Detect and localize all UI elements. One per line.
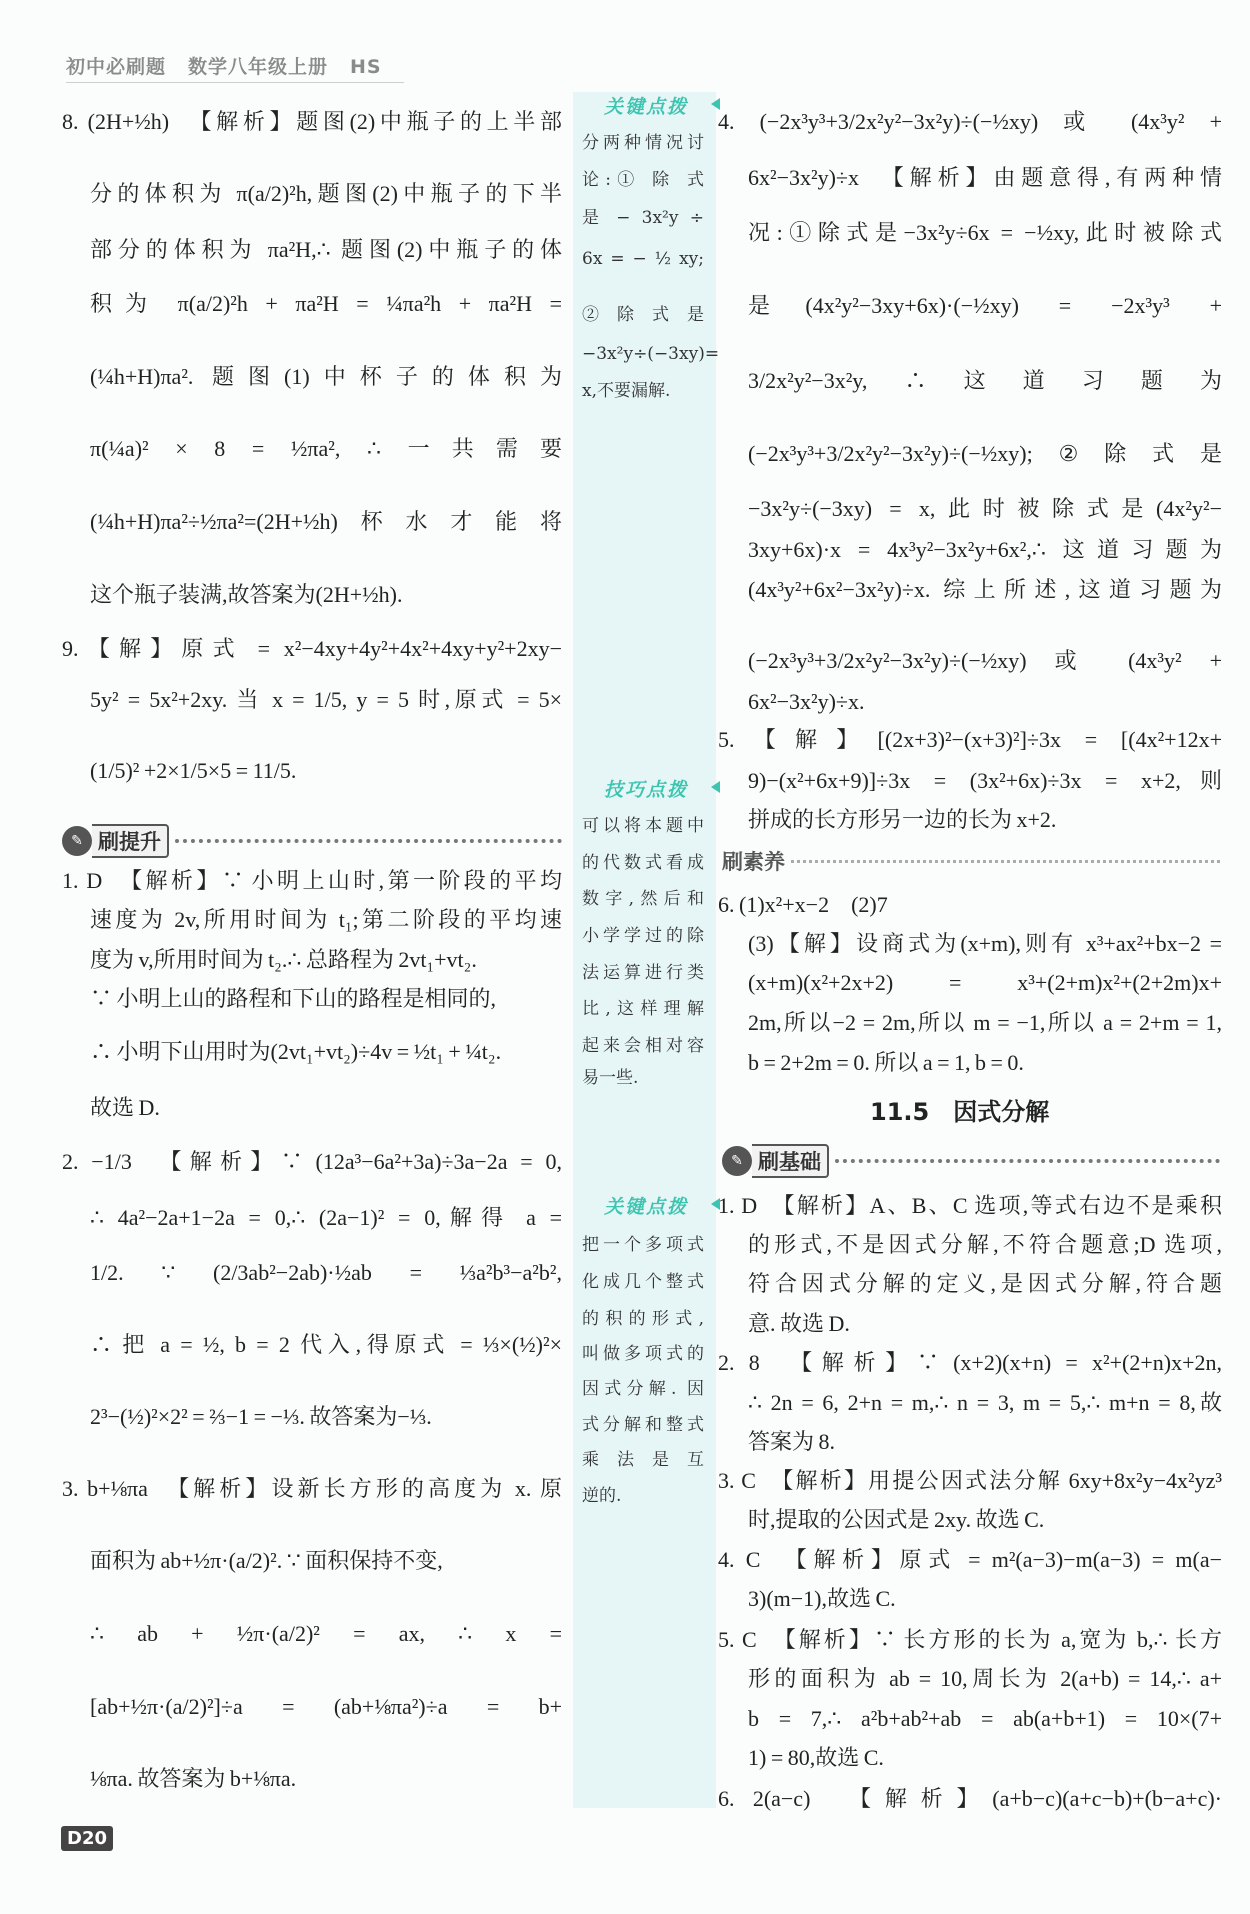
answer-line: 答案为 8. <box>748 1429 836 1454</box>
answer-line: 积为 π(a/2)²h + πa²H = ¼πa²h + πa²H = <box>90 291 562 316</box>
pen-icon: ✎ <box>722 1146 752 1176</box>
answer-line: 3xy+6x)·x = 4x³y²−3x²y+6x²,∴ 这道习题为 <box>748 537 1222 562</box>
answer-line: 面积为 ab+½π·(a/2)². ∵ 面积保持不变, <box>90 1548 443 1573</box>
answer-line: (4x³y²+6x²−3x²y)÷x. 综上所述,这道习题为 <box>748 577 1222 602</box>
answer-line: ∴ 小明下山用时为(2vt₁+vt₂)÷4v = ½t₁ + ¼t₂. <box>90 1039 502 1064</box>
answer-line: π(¼a)² × 8 = ½πa², ∴ 一共需要 <box>90 436 562 461</box>
answer-line: ⅛πa. 故答案为 b+⅛πa. <box>90 1766 297 1791</box>
page-number: D20 <box>61 1826 113 1851</box>
tip-line: ② 除 式 是 <box>582 305 704 325</box>
tip-line: 小学学过的除 <box>582 926 704 946</box>
answer-line: ∴ 2n = 6, 2+n = m,∴ n = 3, m = 5,∴ m+n = 8,故 <box>748 1390 1222 1415</box>
section-label: 刷素养 <box>722 850 785 874</box>
answer-line: 意. 故选 D. <box>748 1311 850 1336</box>
answer-line: 6. 2(a−c) 【解析】(a+b−c)(a+c−b)+(b−a+c)· <box>718 1786 1222 1811</box>
answer-line: 3)(m−1),故选 C. <box>748 1586 896 1611</box>
answer-line: 3/2x²y²−3x²y, ∴ 这 道 习 题 为 <box>748 368 1222 393</box>
pen-icon: ✎ <box>62 826 92 856</box>
answer-line: 4. (−2x³y³+3/2x²y²−3x²y)÷(−½xy) 或 (4x³y² + <box>718 109 1222 134</box>
answer-line: 8. (2H+½h) 【解析】题图(2)中瓶子的上半部 <box>62 109 562 134</box>
tip-line: 法运算进行类 <box>582 963 704 983</box>
answer-line: 6. (1)x²+x−2 (2)7 <box>718 892 888 917</box>
answer-line: 2. −1/3 【解析】∵ (12a³−6a²+3a)÷3a−2a = 0, <box>62 1149 562 1174</box>
answer-line: 况:①除式是−3x²y÷6x = −½xy,此时被除式 <box>748 220 1222 245</box>
answer-line: 分的体积为 π(a/2)²h,题图(2)中瓶子的下半 <box>90 181 562 206</box>
answer-line: (1/5)² +2×1/5×5 = 11/5. <box>90 758 297 783</box>
answer-line: 是(4x²y²−3xy+6x)·(−½xy) = −2x³y³ + <box>748 293 1222 318</box>
answer-line: 符合因式分解的定义,是因式分解,符合题 <box>748 1271 1222 1296</box>
tip-line: 的代数式看成 <box>582 853 704 873</box>
tip-line: 乘 法 是 互 <box>582 1450 704 1470</box>
answer-line: 1. D 【解析】∵ 小明上山时,第一阶段的平均 <box>62 868 562 893</box>
tip-title: 关键点拨 <box>604 1192 704 1219</box>
tip-line: 式分解和整式 <box>582 1415 704 1435</box>
answer-line: 度为 v,所用时间为 t₂.∴ 总路程为 2vt₁+vt₂. <box>90 947 477 972</box>
answer-line: (3)【解】设商式为(x+m),则有 x³+ax²+bx−2 = <box>748 931 1222 956</box>
answer-line: ∴ ab + ½π·(a/2)² = ax, ∴ x = <box>90 1621 562 1646</box>
dotted-divider <box>835 1159 1220 1163</box>
tip-line: 起来会相对容 <box>582 1036 704 1056</box>
answer-line: (−2x³y³+3/2x²y²−3x²y)÷(−½xy) 或 (4x³y² + <box>748 648 1222 673</box>
tip-line: 因式分解. 因 <box>582 1379 704 1399</box>
answer-line: [ab+½π·(a/2)²]÷a = (ab+⅛πa²)÷a = b+ <box>90 1694 562 1719</box>
answer-line: 6x²−3x²y)÷x 【解析】由题意得,有两种情 <box>748 165 1222 190</box>
answer-line: 1) = 80,故选 C. <box>748 1745 884 1770</box>
running-header <box>66 52 404 83</box>
answer-line: 1. D 【解析】A、B、C 选项,等式右边不是乘积 <box>718 1193 1222 1218</box>
tip-line: x,不要漏解. <box>582 381 671 401</box>
answer-line: (−2x³y³+3/2x²y²−3x²y)÷(−½xy);②除式是 <box>748 441 1222 466</box>
answer-line: 9.【解】原式 = x²−4xy+4y²+4x²+4xy+y²+2xy− <box>62 636 562 661</box>
tip-line: 6x = − ½ xy; <box>582 249 704 269</box>
answer-line: 的形式,不是因式分解,不符合题意;D 选项, <box>748 1232 1222 1257</box>
answer-line: 时,提取的公因式是 2xy. 故选 C. <box>748 1507 1045 1532</box>
answer-line: 速度为 2v,所用时间为 t₁;第二阶段的平均速 <box>90 907 562 932</box>
answer-line: 1/2. ∵ (2/3ab²−2ab)·½ab = ⅓a²b³−a²b², <box>90 1260 562 1285</box>
answer-line: (x+m)(x²+2x+2) = x³+(2+m)x²+(2+2m)x+ <box>748 970 1222 995</box>
answer-line: 5.【解】[(2x+3)²−(x+3)²]÷3x = [(4x²+12x+ <box>718 727 1222 752</box>
answer-line: 故选 D. <box>90 1095 160 1120</box>
tip-line: 可以将本题中 <box>582 816 704 836</box>
subject-title: 数学八年级上册 <box>188 56 329 78</box>
chapter-title: 11.5 因式分解 <box>870 1098 1050 1126</box>
tip-line: 论:① 除 式 <box>582 170 704 190</box>
answer-line: ∴ 把 a = ½, b = 2 代入,得原式 = ⅓×(½)²× <box>90 1332 562 1357</box>
answer-line: 这个瓶子装满,故答案为(2H+½h). <box>90 582 403 607</box>
section-label: 刷基础 <box>752 1144 829 1178</box>
answer-line: ∴ 4a²−2a+1−2a = 0,∴ (2a−1)² = 0,解得 a = <box>90 1205 562 1230</box>
tip-line: 比,这样理解 <box>582 999 704 1019</box>
tip-line: 叫做多项式的 <box>582 1344 704 1364</box>
answer-line: 2. 8 【解析】∵ (x+2)(x+n) = x²+(2+n)x+2n, <box>718 1350 1222 1375</box>
answer-line: b = 7,∴ a²b+ab²+ab = ab(a+b+1) = 10×(7+ <box>748 1706 1222 1731</box>
section-heading-improve <box>62 825 562 857</box>
tip-line: 分两种情况讨 <box>582 133 704 153</box>
dotted-divider <box>791 860 1220 863</box>
book-title: 初中必刷题 <box>66 56 167 78</box>
answer-line: ∵ 小明上山的路程和下山的路程是相同的, <box>90 986 497 1011</box>
answer-line: −3x²y÷(−3xy) = x,此时被除式是(4x²y²− <box>748 496 1222 521</box>
tip-line: 化成几个整式 <box>582 1272 704 1292</box>
answer-line: 拼成的长方形另一边的长为 x+2. <box>748 807 1057 832</box>
section-label: 刷提升 <box>92 824 169 858</box>
tip-title: 技巧点拨 <box>604 775 704 802</box>
answer-line: (¼h+H)πa². 题图(1)中杯子的体积为 <box>90 364 562 389</box>
tip-title: 关键点拨 <box>604 92 704 119</box>
answer-line: 6x²−3x²y)÷x. <box>748 689 865 714</box>
answer-line: 5. C 【解析】∵ 长方形的长为 a,宽为 b,∴ 长方 <box>718 1627 1222 1652</box>
edition-label: HS <box>350 56 382 78</box>
tip-line: 是 − 3x²y ÷ <box>582 208 704 228</box>
answer-line: (¼h+H)πa²÷½πa²=(2H+½h)杯水才能将 <box>90 509 562 534</box>
answer-line: 2³−(½)²×2² = ⅔−1 = −⅓. 故答案为−⅓. <box>90 1404 432 1429</box>
answer-line: 5y² = 5x²+2xy. 当 x = 1/5, y = 5 时,原式 = 5× <box>90 687 562 712</box>
section-heading-literacy <box>722 845 1220 877</box>
tip-line: 逆的. <box>582 1486 622 1506</box>
section-heading-basic <box>722 1145 1220 1177</box>
tip-line: 数字,然后和 <box>582 889 704 909</box>
tip-line: −3x²y÷(−3xy)= <box>582 344 720 364</box>
answer-line: 4. C 【解析】原式 = m²(a−3)−m(a−3) = m(a− <box>718 1547 1222 1572</box>
dotted-divider <box>175 839 562 843</box>
answer-line: 部分的体积为 πa²H,∴ 题图(2)中瓶子的体 <box>90 237 562 262</box>
answer-line: 3. C 【解析】用提公因式法分解 6xy+8x²y−4x²yz³ <box>718 1468 1222 1493</box>
tip-line: 把一个多项式 <box>582 1235 704 1255</box>
answer-line: 形的面积为 ab = 10,周长为 2(a+b) = 14,∴ a+ <box>748 1666 1222 1691</box>
answer-line: 9)−(x²+6x+9)]÷3x = (3x²+6x)÷3x = x+2,则 <box>748 768 1222 793</box>
answer-line: 3. b+⅛πa 【解析】设新长方形的高度为 x. 原 <box>62 1476 562 1501</box>
answer-line: 2m,所以−2 = 2m,所以 m = −1,所以 a = 2+m = 1, <box>748 1010 1222 1035</box>
tip-line: 的积的形式, <box>582 1309 704 1329</box>
tip-line: 易一些. <box>582 1068 639 1088</box>
answer-line: b = 2+2m = 0. 所以 a = 1, b = 0. <box>748 1050 1024 1075</box>
